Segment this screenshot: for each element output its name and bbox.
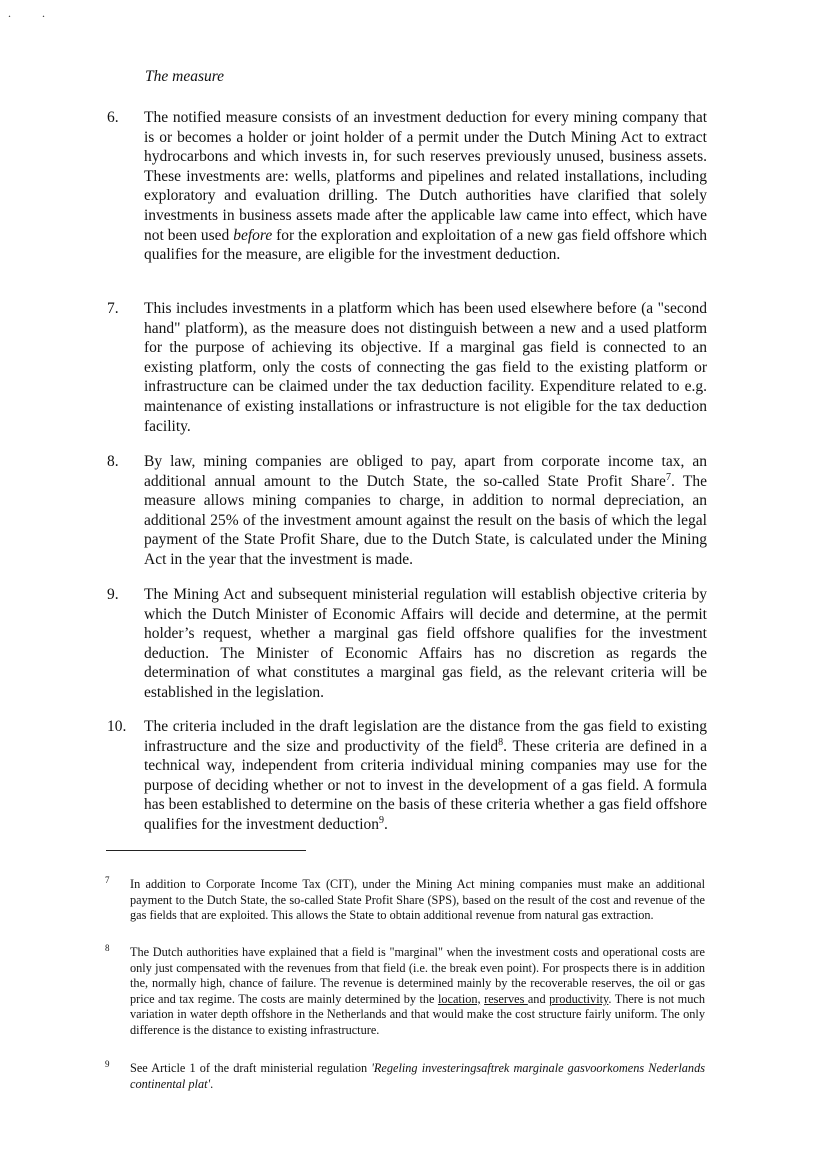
emphasis-before: before	[233, 226, 273, 244]
footnote-ref-7[interactable]: 7	[665, 471, 671, 483]
paragraph-number: 10.	[107, 718, 127, 735]
footnote-9	[105, 1061, 705, 1092]
footnote-ref-8[interactable]: 8	[498, 736, 504, 748]
section-heading: The measure	[145, 68, 225, 85]
footnote-8	[105, 945, 705, 1039]
paragraph-text: This includes investments in a platform which has been used elsewhere before (a "second hand" platform), as the measure does not distinguish between a new and a used platform for the purpose of achieving its objective. If a marginal gas field is connected to an existing platform, only the costs of connecting the gas field to the existing platform or infrastructure can be claimed under the tax deduction facility. Expenditure related to e.g. maintenance of existing installations or infrastructure is not eligible for the tax deduction facility.	[144, 300, 707, 435]
paragraph-number: 6.	[107, 109, 119, 126]
corner-marks: . .	[8, 6, 59, 20]
underlined-productivity: productivity	[549, 991, 609, 1006]
paragraph-9	[107, 585, 707, 703]
paragraph-text: The Mining Act and subsequent ministerial regulation will establish objective criteria by which the Dutch Minister of Economic Affairs will decide and determine, at the permit holder’s request, whether a marginal gas field offshore qualifies for the investment deduction. The Minister of Economic Affairs has no discretion as regards the determination of what constitutes a marginal gas field, as the relevant criteria will be established in the legislation.	[144, 586, 707, 701]
footnote-7	[105, 877, 705, 924]
underlined-location: location,	[437, 991, 481, 1006]
paragraph-number: 9.	[107, 586, 119, 603]
underlined-reserves: reserves	[484, 991, 528, 1006]
footnote-mark: 8	[105, 943, 110, 953]
regulation-title: 'Regeling investeringsaftrek marginale gasvoorkomens Nederlands continental plat'	[130, 1061, 706, 1091]
paragraph-text: The criteria included in the draft legislation are the distance from the gas field to existing infrastructure and the size and productivity of the field$^8$. These criteria are defined in a technical way, independent from criteria individual mining companies may use for the purpose of deciding whether or not to invest in the development of a gas field. A formula has been established to determine on the basis of these criteria whether a gas field offshore qualifies for the investment deduction$^9$.	[144, 718, 707, 833]
paragraph-7	[107, 299, 707, 436]
footnote-separator	[106, 850, 306, 851]
paragraph-8	[107, 452, 707, 570]
paragraph-number: 8.	[107, 453, 119, 470]
paragraph-number: 7.	[107, 300, 119, 317]
footnote-mark: 7	[105, 875, 110, 885]
footnote-ref-9[interactable]: 9	[379, 814, 385, 826]
paragraph-6	[107, 108, 707, 265]
paragraph-text: By law, mining companies are obliged to pay, apart from corporate income tax, an additional annual amount to the Dutch State, the so-called State Profit Share$^7$. The measure allows mining companies to charge, in addition to normal depreciation, an additional 25% of the investment amount against the result on the basis of which the legal payment of the State Profit Share, due to the Dutch State, is calculated under the Mining Act in the year that the investment is made.	[144, 453, 707, 568]
footnote-mark: 9	[105, 1059, 110, 1069]
footnote-text: The Dutch authorities have explained that a field is "marginal" when the investment costs and operational costs are only just compensated with the revenues from that field (i.e. the break even point). For prospects there is in addition the, normally high, chance of failure. The revenue is determined mainly by the recoverable reserves, the oil or gas price and tax regime. The costs are mainly determined by the location, reserves and productivity. There is not much variation in water depth offshore in the Netherlands and that would make the cost structure fairly uniform. The only difference is the distance to existing infrastructure.	[130, 945, 705, 1037]
footnote-text: In addition to Corporate Income Tax (CIT), under the Mining Act mining companies must make an additional payment to the Dutch State, the so-called State Profit Share (SPS), based on the result of the cost and revenue of the gas fields that are exploited. This allows the State to obtain additional revenue from natural gas extraction.	[130, 877, 705, 923]
footnote-text: See Article 1 of the draft ministerial regulation 'Regeling investeringsaftrek marginale gasvoorkomens Nederlands continental plat'.	[130, 1061, 706, 1091]
paragraph-text: The notified measure consists of an investment deduction for every mining company that is or becomes a holder or joint holder of a permit under the Dutch Mining Act to extract hydrocarbons and which invests in, for such reserves previously unused, business assets. These investments are: wells, platforms and pipelines and related installations, including exploratory and evaluation drilling. The Dutch authorities have clarified that solely investments in business assets made after the applicable law came into effect, which have not been used before for the exploration and exploitation of a new gas field offshore which qualifies for the measure, are eligible for the investment deduction.	[144, 109, 707, 264]
paragraph-10	[107, 717, 707, 835]
